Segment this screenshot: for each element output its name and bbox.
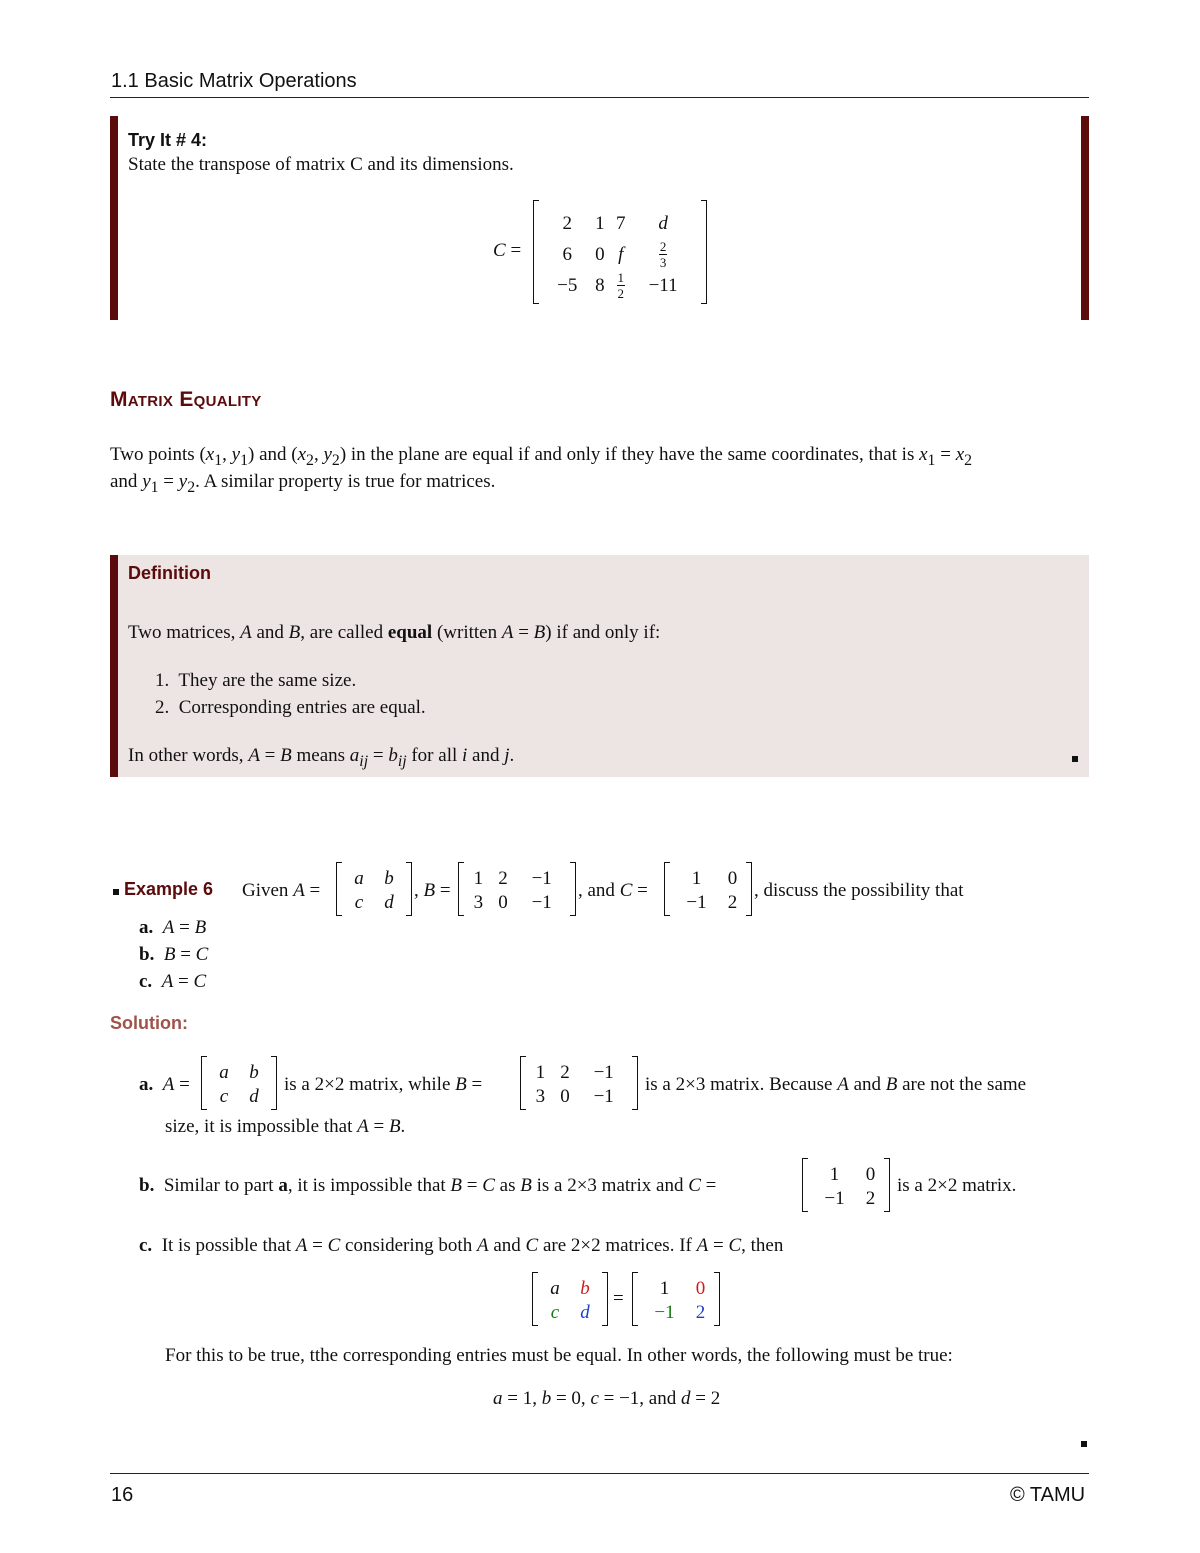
matrix-cell: a xyxy=(550,1277,560,1299)
matrix-cell: −1 xyxy=(654,1301,675,1323)
matrix-cell: −5 xyxy=(557,275,578,296)
qed-mark xyxy=(1081,1441,1087,1447)
matrix-cell: 3 xyxy=(535,1085,546,1107)
matrix-cell: 1 xyxy=(473,867,484,889)
definition-item-1: 1. They are the same size. xyxy=(155,670,357,691)
matrix-cell: b xyxy=(249,1061,259,1083)
matrix-cell: −1 xyxy=(531,867,552,889)
matrix-cell: d xyxy=(384,891,394,913)
matrix-cell: 2 xyxy=(865,1187,876,1209)
matrix-cell: 1 xyxy=(535,1061,546,1083)
matrix-cell: d xyxy=(658,213,668,234)
matrix-cell: −1 xyxy=(824,1187,845,1209)
solution-matrix-c xyxy=(802,1158,890,1212)
matrix-cell: −1 xyxy=(593,1085,614,1107)
definition-title: Definition xyxy=(128,563,211,583)
matrix-cell: 7 xyxy=(616,213,626,234)
matrix-cell: 3 xyxy=(473,891,484,913)
matrix-cell: d xyxy=(249,1085,259,1107)
matrix-cell: 1 xyxy=(829,1163,840,1185)
example-part-c: c. A = C xyxy=(139,971,207,992)
matrix-cell: c xyxy=(550,1301,560,1323)
matrix-cell: c xyxy=(219,1085,229,1107)
matrix-c-example xyxy=(664,862,752,916)
qed-mark xyxy=(1072,756,1078,762)
intro-paragraph-line-1: Two points ($x_1$, $y_1$) and ($x_2$, $y_2$) in the plane are equal if and only if they have the same coordinates, that is $x_1 = x_2$ xyxy=(110,444,973,469)
matrix-cell: 6 xyxy=(562,244,572,265)
matrix-cell: 8 xyxy=(595,275,605,296)
try-it-title: Try It # 4: xyxy=(128,130,208,150)
example-part-b: b. B = C xyxy=(139,944,209,965)
matrix-cell: 0 xyxy=(727,867,738,889)
try-it-prompt: State the transpose of matrix C and its dimensions. xyxy=(128,154,514,175)
matrix-cell: 2 xyxy=(498,867,508,889)
equation-matrix-c xyxy=(632,1272,720,1326)
matrix-cell: 2 xyxy=(562,213,572,234)
section-heading: Matrix Equality xyxy=(110,388,262,411)
solution-matrix-a xyxy=(201,1056,277,1110)
equation-matrix-a xyxy=(532,1272,608,1326)
solution-a-lead: a. A = xyxy=(139,1074,190,1095)
matrix-cell: a xyxy=(219,1061,229,1083)
matrix-b xyxy=(458,862,576,916)
solution-c-follow: For this to be true, tthe corresponding entries must be equal. In other words, the following must be true: xyxy=(165,1345,953,1366)
definition-closing: In other words, A = B means $a_{ij} = b_{ij}$ for all i and j. xyxy=(128,745,515,770)
matrix-c-label: C = xyxy=(493,240,522,261)
try-it-left-bar xyxy=(110,116,118,320)
matrix-cell: 1 xyxy=(595,213,605,234)
copyright: © TAMU xyxy=(1010,1484,1086,1506)
solution-a-conclusion: size, it is impossible that A = B. xyxy=(165,1116,406,1137)
matrix-cell: −1 xyxy=(593,1061,614,1083)
matrix-c xyxy=(533,200,707,304)
matrix-cell: 0 xyxy=(498,891,508,913)
solution-c-text: c. It is possible that A = C considering both A and C are 2×2 matrices. If A = C, then xyxy=(139,1235,784,1256)
matrix-cell: 1 xyxy=(691,867,702,889)
intro-paragraph-line-2: and $y_1 = y_2$. A similar property is true for matrices. xyxy=(110,471,496,496)
matrix-cell: $\frac{2}{3}$ xyxy=(659,239,667,270)
matrix-cell: 0 xyxy=(595,244,605,265)
solution-title: Solution: xyxy=(110,1013,188,1033)
solution-b-end: is a 2×2 matrix. xyxy=(897,1175,1017,1196)
matrix-cell: d xyxy=(580,1301,590,1323)
matrix-cell: 2 xyxy=(727,891,738,913)
matrix-cell: 1 xyxy=(659,1277,670,1299)
matrix-a xyxy=(336,862,412,916)
matrix-cell: b xyxy=(384,867,394,889)
equals-sign: = xyxy=(613,1288,624,1309)
example-label: Example 6 xyxy=(124,879,214,899)
matrix-cell: 2 xyxy=(695,1301,706,1323)
matrix-cell: $\frac{1}{2}$ xyxy=(617,270,624,301)
example-part-a: a. A = B xyxy=(139,917,207,938)
try-it-right-bar xyxy=(1081,116,1089,320)
solution-a-end: is a 2×3 matrix. Because A and B are not the same xyxy=(645,1074,1027,1095)
matrix-cell: −1 xyxy=(686,891,707,913)
matrix-cell: b xyxy=(580,1277,590,1299)
matrix-cell: −1 xyxy=(531,891,552,913)
matrix-cell: c xyxy=(354,891,364,913)
matrix-cell: 0 xyxy=(560,1085,570,1107)
solution-a-middle: is a 2×2 matrix, while B = xyxy=(284,1074,483,1095)
matrix-cell: 0 xyxy=(695,1277,706,1299)
example-bullet xyxy=(113,889,119,895)
matrix-cell: f xyxy=(618,244,624,265)
matrix-cell: −11 xyxy=(648,275,678,296)
example-tail: , discuss the possibility that xyxy=(754,880,964,901)
matrix-cell: 2 xyxy=(560,1061,570,1083)
example-c-label: , and C = xyxy=(578,880,648,901)
solution-c-result: a = 1, b = 0, c = −1, and d = 2 xyxy=(493,1388,721,1409)
solution-matrix-b xyxy=(520,1056,638,1110)
matrix-cell: a xyxy=(354,867,364,889)
example-b-label: , B = xyxy=(414,880,451,901)
definition-bar xyxy=(110,555,118,777)
running-header: 1.1 Basic Matrix Operations xyxy=(111,70,357,92)
solution-b-text: b. Similar to part a, it is impossible that B = C as B is a 2×3 matrix and C = xyxy=(139,1175,717,1196)
matrix-cell: 0 xyxy=(865,1163,876,1185)
header-rule xyxy=(110,97,1089,98)
example-given: Given A = xyxy=(242,880,321,901)
definition-statement: Two matrices, A and B, are called equal (written A = B) if and only if: xyxy=(128,622,661,643)
page-number: 16 xyxy=(111,1484,134,1506)
footer-rule xyxy=(110,1473,1089,1474)
definition-item-2: 2. Corresponding entries are equal. xyxy=(155,697,426,718)
